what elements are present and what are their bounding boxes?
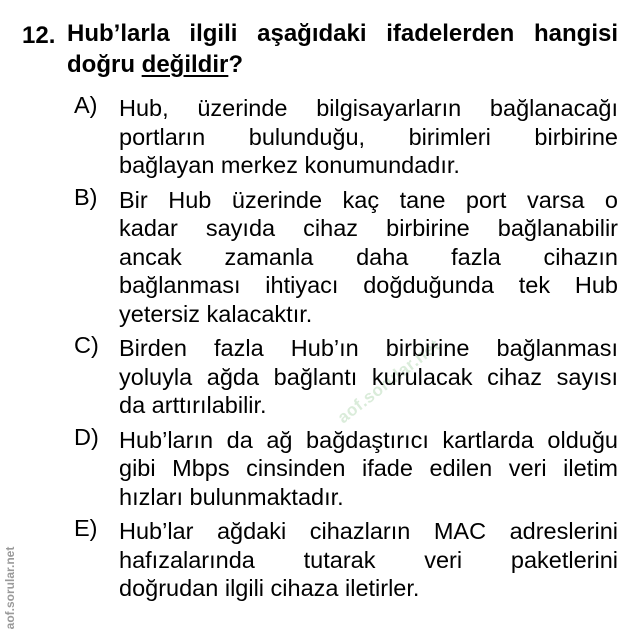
option-line: Birden fazla Hub’ın birbirine bağlanması: [119, 335, 618, 361]
option-letter: D): [74, 423, 99, 450]
question-text-line2-prefix: doğru: [67, 51, 142, 78]
question-number: 12.: [22, 22, 56, 49]
option-line: hafızalarında tutarak veri paketlerini: [119, 546, 618, 573]
option-text: [119, 186, 618, 329]
option-line: yetersiz kalacaktır.: [119, 300, 313, 327]
option-letter: B): [74, 183, 98, 210]
option-line: Hub’lar ağdaki cihazların MAC adreslerini: [119, 518, 618, 544]
option-line: Bir Hub üzerinde kaç tane port varsa o: [119, 186, 618, 213]
options-list: [22, 94, 618, 603]
side-watermark: [2, 538, 18, 638]
option-text: [119, 426, 618, 512]
option-letter: A): [74, 92, 98, 118]
option-b[interactable]: [22, 183, 618, 329]
option-d[interactable]: [22, 423, 618, 512]
question-text: [67, 18, 618, 80]
question-block: [22, 18, 618, 609]
option-line: kadar sayıda cihaz birbirine bağlanabilir: [119, 215, 618, 241]
option-a[interactable]: [22, 94, 618, 180]
question-emphasis: değildir: [141, 51, 229, 78]
option-line: Hub’ların da ağ bağdaştırıcı kartlarda olduğu: [119, 426, 618, 453]
side-watermark-text: aof.sorular.net: [3, 546, 17, 630]
option-line: portların bulunduğu, birimleri birbirine: [119, 123, 618, 150]
option-line: bağlayan merkez konumundadır.: [119, 152, 460, 178]
option-line: yoluyla ağda bağlantı kurulacak cihaz sayısı: [119, 363, 618, 390]
option-letter: C): [74, 332, 99, 358]
diagonal-watermark-text: aof.sorular.net: [333, 335, 444, 428]
option-line: Hub, üzerinde bilgisayarların bağlanacağı: [119, 95, 618, 121]
option-line: doğrudan ilgili cihaza iletirler.: [119, 575, 420, 601]
option-c[interactable]: [22, 334, 618, 420]
option-line: hızları bulunmaktadır.: [119, 483, 344, 510]
option-line: da arttırılabilir.: [119, 392, 267, 418]
question-header: [22, 18, 618, 80]
option-line: ancak zamanla daha fazla cihazın: [119, 243, 618, 270]
option-line: bağlanması ihtiyacı doğduğunda tek Hub: [119, 272, 618, 298]
question-text-line1: Hub’larla ilgili aşağıdaki ifadelerden hangisi: [67, 20, 618, 47]
option-text: [119, 334, 618, 420]
option-text: [119, 94, 618, 180]
option-line: gibi Mbps cinsinden ifade edilen veri iletim: [119, 455, 618, 481]
option-e[interactable]: [22, 517, 618, 603]
question-suffix: ?: [228, 51, 243, 78]
option-text: [119, 517, 618, 603]
option-letter: E): [74, 515, 98, 541]
